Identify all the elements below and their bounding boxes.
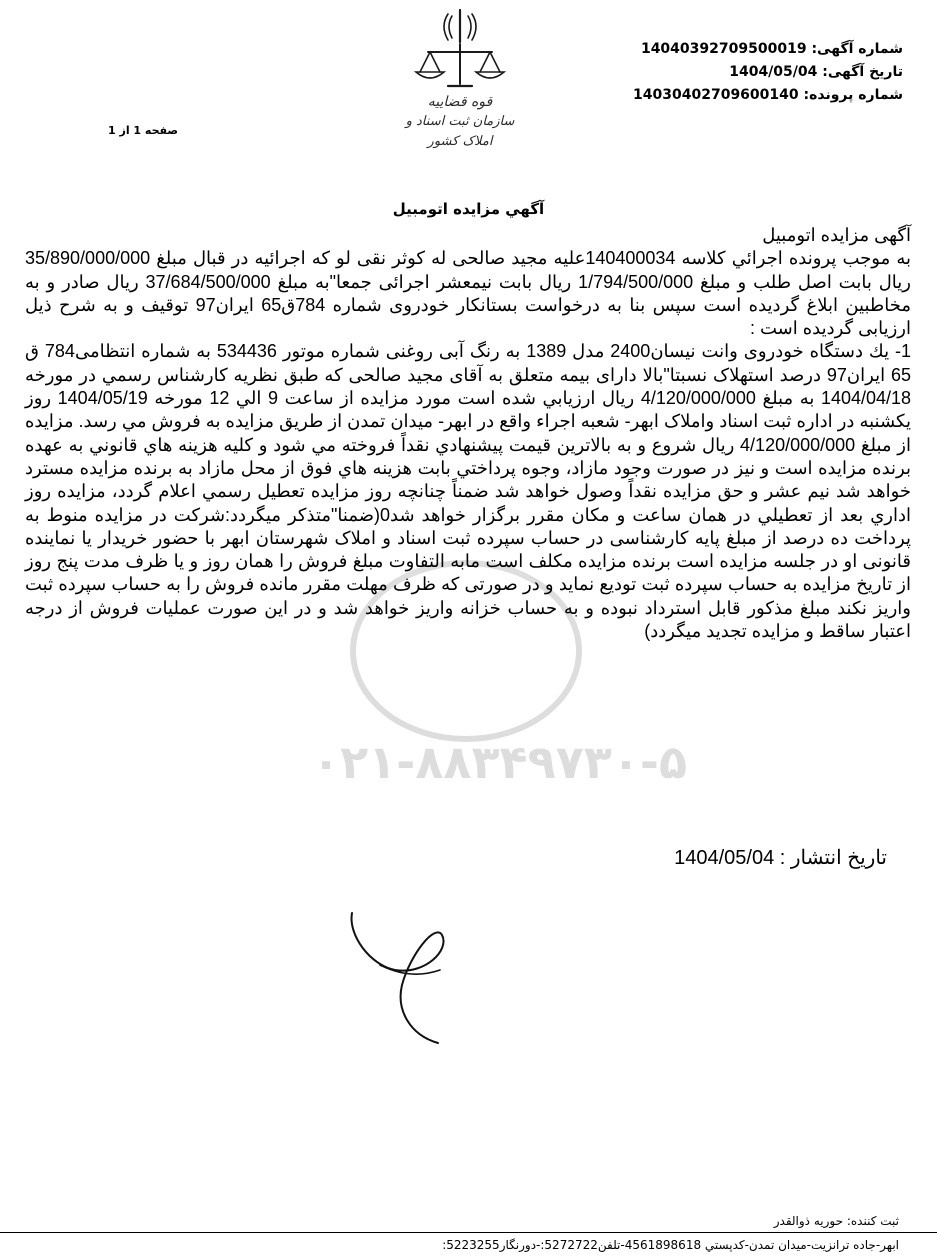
case-number-label: شماره پرونده: (803, 87, 903, 103)
publication-date-label: تاریخ انتشار : (779, 847, 887, 869)
ad-date-row (583, 61, 903, 84)
judiciary-name: قوه قضاییه (427, 94, 493, 110)
publication-date-value: 1404/05/04 (674, 847, 775, 869)
watermark-phone: ۰۲۱-۸۸۳۴۹۷۳۰-۵ (312, 735, 688, 789)
notice-heading: آگهی مزایده اتومبیل (762, 225, 911, 245)
notice-body (25, 224, 911, 643)
registrar (774, 1214, 899, 1228)
footer-divider (0, 1232, 937, 1233)
page-title: آگهي مزايده اتومبيل (392, 200, 545, 218)
organization-name: سازمان ثبت اسناد و املاک کشور (405, 114, 515, 149)
notice-paragraph: 1- يك دستگاه خودروی وانت نیسان2400 مدل 1389 به رنگ آبی روغنی شماره موتور 534436 به شماره انتظامی784 ق 65 ایران97 درصد استهلاک نسبتا"بالا دارای بیمه متعلق به آقای مجید صالحی که طبق نظريه كارشناس رسمي در مورخه 1404/04/18 به مبلغ 4/120/000/000 ريال ارزيابي شده است مورد مزايده از ساعت 9 الي 12 مورخه 1404/05/19 روز يكشنبه در اداره ثبت اسناد واملاک ابهر- شعبه اجراء واقع در ابهر- میدان تمدن از طريق مزايده به فروش مي رسد. مزايده از مبلغ 4/120/000/000 ريال شروع و به بالاترين قيمت پيشنهادي نقداً فروخته مي شود و كليه هزينه هاي قانوني به عهده برنده مزايده است و نيز در صورت وجود مازاد، وجوه پرداختي بابت هزينه هاي فوق از محل مازاد به برنده مزايده مسترد خواهد شد نیم عشر و حق مزایده نقداً وصول خواهد شد ضمناً چنانچه روز مزايده تعطيل رسمي اعلام گردد، مزايده روز اداري بعد از تعطيلي در همان ساعت و مكان مقرر برگزار خواهد شد0(ضمنا"متذکر میگردد:شرکت در مزایده منوط به پرداخت ده درصد از مبلغ پایه کارشناسی در حساب سپرده ثبت اسناد و املاک شهرستان ابهر با حضور خریدار یا نماینده قانونی او در جلسه مزایده است برنده مزایده مکلف است مابه التفاوت مبلغ فروش را همان روز و یا ظرف مدت پنج روز از تاریخ مزایده به حساب سپرده ثبت تودیع نماید و در صورتی که ظرف مهلت مقرر مانده فروش را به حساب سپرده ثبت واریز نکند مبلغ مذکور قابل استرداد نبوده و به حساب خزانه واریز خواهد شد و در این صورت عملیات فروش از درجه اعتبار ساقط و مزایده تجدید میگردد) (25, 341, 912, 642)
ad-meta-block (583, 38, 903, 107)
notice-paragraph: به موجب پرونده اجرائي کلاسه 140400034علیه مجید صالحی له کوثر نقی لو که اجرائیه در قبال مبلغ 35/890/000/000 ریال بابت اصل طلب و مبلغ 1/794/500/000 ریال بابت نیمعشر اجرائی جمعا"به مبلغ 37/684/500/000 ریال صادر و به مخاطبین ابلاغ گردیده است سپس بنا به درخواست بستانکار خودروی شماره 784ق65 ایران97 توقیف و به شرح ذیل ارزیابی گردیده است : (25, 248, 912, 339)
case-number-row (583, 84, 903, 107)
ad-number-value: 14040392709500019 (640, 41, 807, 57)
footer-address: ابهر-جاده ترانزيت-ميدان تمدن-كدپستي 4561898618-تلفن5272722:-دورنگار5223255: (442, 1238, 899, 1252)
ad-number-row (583, 38, 903, 61)
registrar-label: ثبت كننده: (846, 1214, 899, 1228)
handwritten-signature-icon (340, 895, 480, 1045)
ad-date-value: 1404/05/04 (729, 64, 818, 80)
emblem-caption (390, 92, 530, 152)
registrar-name: حوريه ذوالقدر (773, 1214, 844, 1228)
ad-number-label: شماره آگهی: (811, 41, 903, 57)
page-indicator: صفحه 1 از 1 (108, 124, 179, 137)
case-number-value: 14030402709600140 (633, 87, 799, 103)
publication-date (674, 845, 887, 870)
ad-date-label: تاریخ آگهی: (822, 64, 903, 80)
